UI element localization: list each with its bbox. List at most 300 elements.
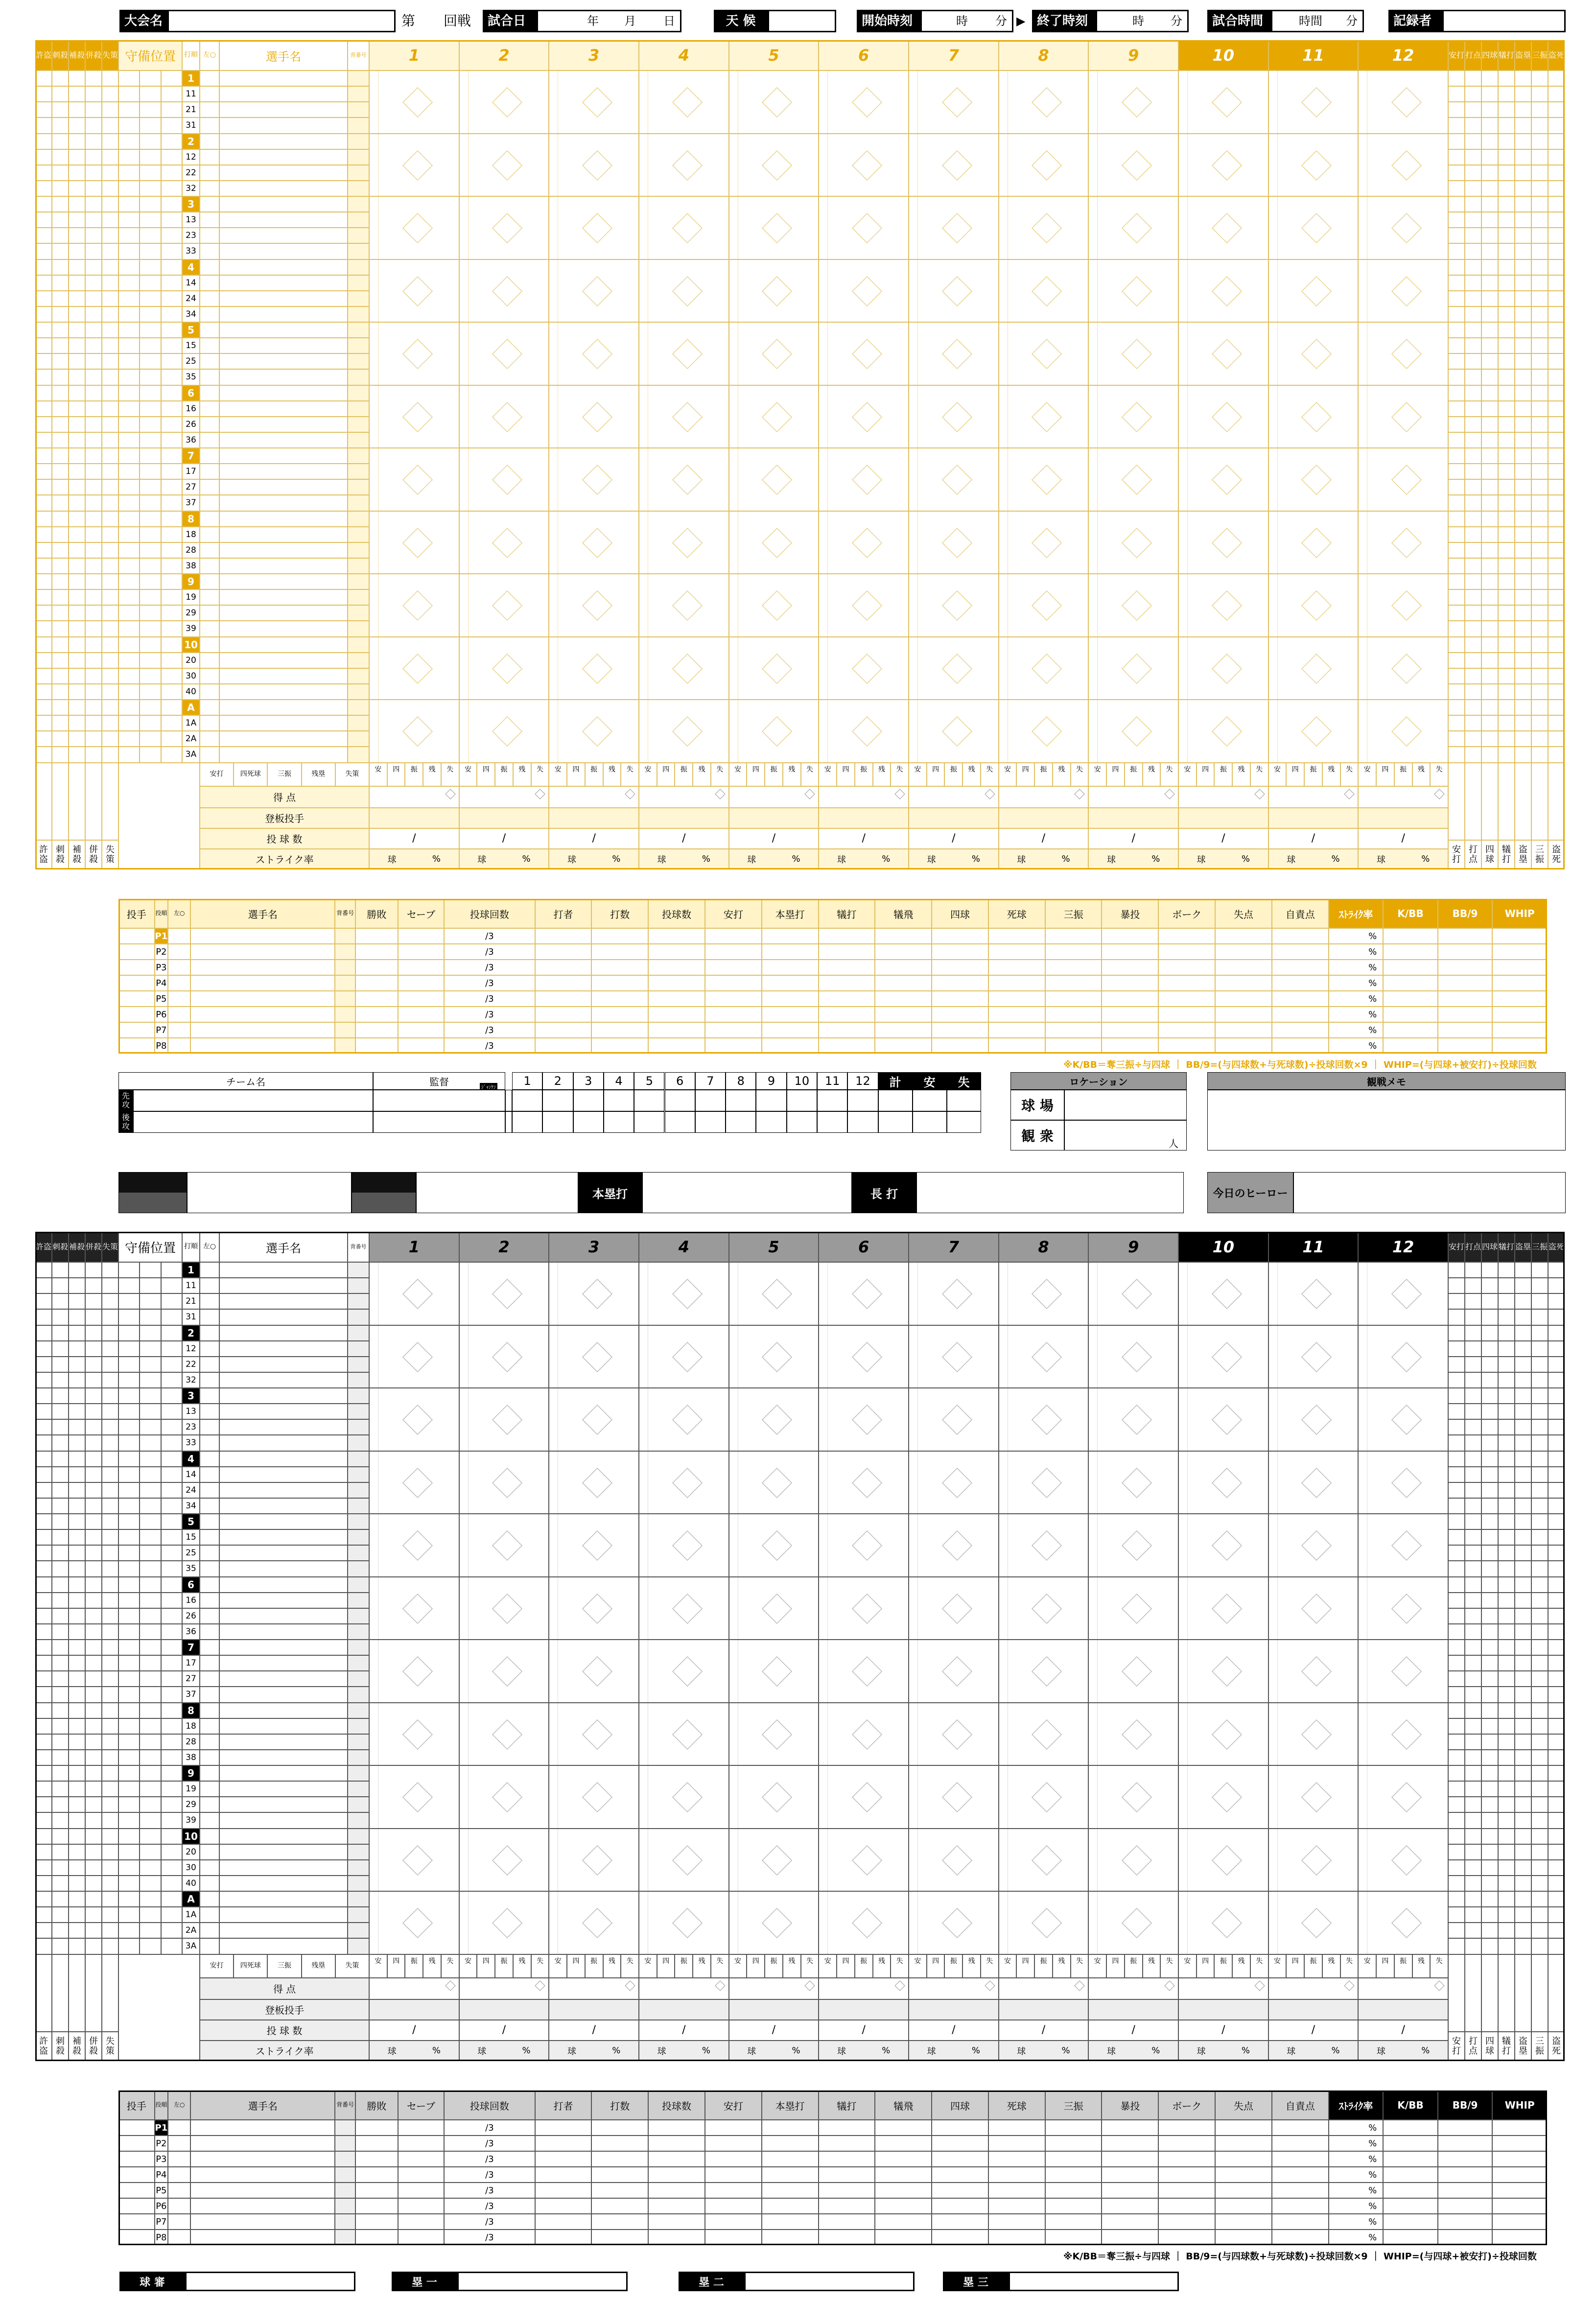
lr-cell[interactable] (200, 165, 219, 181)
inning-summary-cell[interactable]: 残 (1143, 763, 1161, 786)
batting-stat-cell[interactable] (1515, 165, 1531, 181)
fielding-stat-cell[interactable] (52, 589, 69, 605)
fielding-stat-cell[interactable] (85, 1404, 102, 1419)
batting-stat-cell[interactable] (1465, 385, 1481, 401)
batting-stat-cell[interactable] (1531, 1593, 1548, 1608)
batting-stat-cell[interactable] (1481, 385, 1498, 401)
pitching-cell[interactable] (355, 944, 398, 960)
inning-summary-cell[interactable]: 失 (1250, 1954, 1268, 1978)
batting-stat-cell[interactable] (1531, 1765, 1548, 1781)
batting-stat-cell[interactable] (1515, 291, 1531, 306)
batting-stat-cell[interactable] (1548, 1545, 1565, 1561)
fielding-stat-cell[interactable] (102, 369, 118, 385)
fielding-stat-cell[interactable] (102, 1876, 118, 1891)
position-cell[interactable] (118, 165, 140, 181)
batting-stat-cell[interactable] (1448, 291, 1465, 306)
pitching-cell[interactable] (1158, 944, 1215, 960)
batting-stat-cell[interactable] (1531, 306, 1548, 322)
batting-stat-cell[interactable] (1548, 1514, 1565, 1529)
pitching-cell[interactable] (1492, 991, 1547, 1007)
batting-stat-cell[interactable] (1448, 715, 1465, 731)
at-bat-box[interactable] (729, 385, 819, 448)
fielding-stat-cell[interactable] (69, 102, 85, 117)
batting-stat-cell[interactable] (1515, 1561, 1531, 1576)
position-cell[interactable] (161, 464, 182, 479)
player-number-field[interactable] (348, 385, 369, 401)
batting-stat-cell[interactable] (1448, 243, 1465, 259)
inning-runs-field[interactable] (639, 1978, 729, 1999)
player-number-field[interactable] (348, 1577, 369, 1593)
batting-stat-cell[interactable] (1515, 1765, 1531, 1781)
pitch-count-strip[interactable] (1089, 1829, 1098, 1891)
position-cell[interactable] (140, 70, 161, 86)
batting-stat-cell[interactable] (1481, 1608, 1498, 1624)
at-bat-box[interactable] (819, 322, 909, 385)
position-cell[interactable] (161, 149, 182, 165)
at-bat-box[interactable] (1178, 1765, 1268, 1829)
position-cell[interactable] (161, 637, 182, 653)
batting-stat-cell[interactable] (1498, 1844, 1515, 1860)
position-cell[interactable] (161, 1357, 182, 1372)
at-bat-box[interactable] (639, 574, 729, 637)
batting-total-cell[interactable] (1515, 763, 1531, 840)
position-cell[interactable] (140, 1750, 161, 1765)
batting-stat-cell[interactable] (1531, 1482, 1548, 1498)
pitching-cell[interactable] (1102, 944, 1158, 960)
at-bat-box[interactable] (459, 259, 549, 323)
pitching-cell[interactable] (1045, 1038, 1102, 1054)
linescore-cell[interactable] (573, 1090, 604, 1111)
batting-stat-cell[interactable] (1481, 1561, 1498, 1576)
lr-cell[interactable] (200, 1451, 219, 1467)
fielding-stat-cell[interactable] (52, 542, 69, 558)
pitching-cell[interactable] (1045, 2151, 1102, 2167)
at-bat-box[interactable] (1268, 1388, 1359, 1451)
batting-stat-cell[interactable] (1481, 1404, 1498, 1419)
at-bat-box[interactable] (729, 1703, 819, 1766)
inning-summary-cell[interactable]: 失 (801, 1954, 819, 1978)
pitching-cell[interactable] (535, 944, 592, 960)
pitching-cell[interactable] (355, 975, 398, 991)
batting-stat-cell[interactable] (1448, 1561, 1465, 1576)
batting-stat-cell[interactable] (1531, 1372, 1548, 1388)
inning-runs-field[interactable] (1358, 1978, 1448, 1999)
pitch-count-strip[interactable] (1269, 1829, 1278, 1891)
lr-cell[interactable] (200, 700, 219, 715)
position-cell[interactable] (118, 1797, 140, 1812)
player-name-field[interactable] (219, 1341, 348, 1357)
at-bat-box[interactable] (639, 134, 729, 197)
fielding-stat-cell[interactable] (85, 1593, 102, 1608)
fielding-stat-cell[interactable] (85, 1561, 102, 1576)
pitching-cell[interactable] (118, 2214, 155, 2230)
fielding-stat-cell[interactable] (85, 1923, 102, 1938)
batting-stat-cell[interactable] (1465, 306, 1481, 322)
player-name-field[interactable] (219, 1561, 348, 1576)
at-bat-box[interactable] (1268, 70, 1359, 134)
fielding-stat-cell[interactable] (69, 527, 85, 542)
at-bat-box[interactable] (1178, 1891, 1268, 1954)
fielding-stat-cell[interactable] (85, 1545, 102, 1561)
inning-runs-field[interactable] (909, 786, 999, 808)
batting-stat-cell[interactable] (1448, 1388, 1465, 1404)
fielding-stat-cell[interactable] (85, 1357, 102, 1372)
batting-stat-cell[interactable] (1548, 574, 1565, 589)
player-number-field[interactable] (348, 1325, 369, 1341)
player-number-field[interactable] (348, 668, 369, 684)
fielding-stat-cell[interactable] (52, 684, 69, 700)
batting-stat-cell[interactable] (1531, 1624, 1548, 1640)
pitching-cell[interactable] (355, 1007, 398, 1022)
fielding-stat-cell[interactable] (102, 1435, 118, 1451)
pitch-count-strip[interactable] (460, 1263, 469, 1325)
position-cell[interactable] (161, 1655, 182, 1671)
pitching-cell[interactable] (1045, 944, 1102, 960)
inning-summary-cell[interactable]: 四 (477, 1954, 495, 1978)
batting-stat-cell[interactable] (1448, 401, 1465, 417)
batting-stat-cell[interactable] (1448, 1938, 1465, 1954)
batting-total-cell[interactable] (1531, 1954, 1548, 2032)
fielding-stat-cell[interactable] (102, 1907, 118, 1923)
fielding-stat-cell[interactable] (85, 747, 102, 762)
pitching-cell[interactable] (398, 2230, 445, 2245)
pitching-cell[interactable] (1045, 2198, 1102, 2214)
batting-stat-cell[interactable] (1481, 1435, 1498, 1451)
pitching-cell[interactable] (819, 975, 875, 991)
batting-stat-cell[interactable] (1448, 1703, 1465, 1718)
batting-stat-cell[interactable] (1548, 1262, 1565, 1278)
batting-stat-cell[interactable] (1481, 511, 1498, 527)
batting-stat-cell[interactable] (1465, 700, 1481, 715)
batting-stat-cell[interactable] (1548, 1781, 1565, 1797)
batting-stat-cell[interactable] (1548, 1750, 1565, 1765)
fielding-stat-cell[interactable] (69, 1325, 85, 1341)
pitching-cell[interactable] (988, 2120, 1045, 2136)
player-name-field[interactable] (219, 1593, 348, 1608)
inning-summary-cell[interactable]: 安 (1178, 763, 1197, 786)
batting-stat-cell[interactable] (1498, 401, 1515, 417)
position-cell[interactable] (118, 1514, 140, 1529)
batting-stat-cell[interactable] (1515, 1876, 1531, 1891)
fielding-stat-cell[interactable] (102, 527, 118, 542)
player-number-field[interactable] (348, 1671, 369, 1687)
inning-summary-cell[interactable]: 失 (981, 763, 999, 786)
pitching-cell[interactable] (1438, 2151, 1493, 2167)
at-bat-box[interactable] (459, 1325, 549, 1388)
fielding-stat-cell[interactable] (35, 369, 52, 385)
batting-stat-cell[interactable] (1465, 196, 1481, 212)
fielding-stat-cell[interactable] (35, 1388, 52, 1404)
pitching-cell[interactable] (168, 2183, 190, 2198)
fielding-stat-cell[interactable] (85, 1577, 102, 1593)
batting-stat-cell[interactable] (1515, 1734, 1531, 1750)
inning-summary-cell[interactable]: 失 (1340, 763, 1359, 786)
pitching-cell[interactable] (190, 2120, 335, 2136)
inning-summary-cell[interactable]: 振 (1034, 1954, 1053, 1978)
batting-stat-cell[interactable] (1515, 353, 1531, 369)
batting-stat-cell[interactable] (1531, 165, 1548, 181)
pitch-count-strip[interactable] (1359, 1703, 1367, 1765)
position-cell[interactable] (140, 1404, 161, 1419)
player-name-field[interactable] (219, 1372, 348, 1388)
fielding-stat-cell[interactable] (69, 1278, 85, 1293)
pitching-cell[interactable] (355, 1022, 398, 1038)
batting-stat-cell[interactable] (1531, 653, 1548, 668)
inning-runs-field[interactable] (369, 786, 459, 808)
position-cell[interactable] (161, 1561, 182, 1576)
batting-stat-cell[interactable] (1548, 134, 1565, 149)
pitch-count-strip[interactable] (999, 512, 1008, 574)
pitch-count-strip[interactable] (1089, 71, 1098, 133)
player-number-field[interactable] (348, 1482, 369, 1498)
pitch-count-strip[interactable] (549, 1703, 558, 1765)
inning-summary-cell[interactable]: 失 (711, 763, 729, 786)
batting-stat-cell[interactable] (1465, 1781, 1481, 1797)
position-cell[interactable] (140, 1372, 161, 1388)
inning-pitcher-field[interactable] (999, 1999, 1089, 2020)
player-number-field[interactable] (348, 117, 369, 133)
pitching-cell[interactable] (819, 2151, 875, 2167)
position-cell[interactable] (161, 1482, 182, 1498)
pitching-cell[interactable] (1045, 2183, 1102, 2198)
player-name-field[interactable] (219, 637, 348, 653)
fielding-stat-cell[interactable] (85, 1514, 102, 1529)
pitch-count-strip[interactable] (1179, 1514, 1188, 1576)
fielding-stat-cell[interactable] (102, 1923, 118, 1938)
at-bat-box[interactable] (1268, 1514, 1359, 1577)
pitching-cell[interactable] (1102, 2230, 1158, 2245)
recorder-field[interactable] (1442, 10, 1566, 32)
batting-stat-cell[interactable] (1481, 1860, 1498, 1876)
pitching-cell[interactable] (398, 1022, 445, 1038)
pitch-count-strip[interactable] (1269, 1766, 1278, 1828)
player-number-field[interactable] (348, 70, 369, 86)
batting-stat-cell[interactable] (1498, 1907, 1515, 1923)
at-bat-box[interactable] (729, 1262, 819, 1325)
inning-pitch-count-field[interactable]: / (1268, 828, 1359, 849)
inning-strike-rate-field[interactable] (369, 2041, 459, 2061)
player-name-field[interactable] (219, 1765, 348, 1781)
fielding-stat-cell[interactable] (52, 1907, 69, 1923)
player-name-field[interactable] (219, 149, 348, 165)
at-bat-box[interactable] (999, 1765, 1089, 1829)
pitching-cell[interactable] (1492, 2167, 1547, 2183)
pitch-count-strip[interactable] (460, 512, 469, 574)
fielding-stat-cell[interactable] (69, 637, 85, 653)
pitching-cell[interactable] (535, 975, 592, 991)
batting-stat-cell[interactable] (1548, 401, 1565, 417)
pitch-count-strip[interactable] (819, 323, 828, 385)
fielding-stat-cell[interactable] (52, 731, 69, 747)
pitching-cell[interactable] (190, 2198, 335, 2214)
inning-runs-field[interactable] (1178, 1978, 1268, 1999)
inning-summary-cell[interactable]: 振 (1125, 763, 1143, 786)
fielding-stat-cell[interactable] (102, 1262, 118, 1278)
at-bat-box[interactable] (819, 259, 909, 323)
batting-stat-cell[interactable] (1548, 1278, 1565, 1293)
pitch-count-strip[interactable] (370, 134, 378, 196)
player-number-field[interactable] (348, 1718, 369, 1734)
batting-stat-cell[interactable] (1481, 1812, 1498, 1828)
pitching-cell[interactable] (648, 960, 705, 975)
pitch-count-strip[interactable] (549, 1388, 558, 1451)
linescore-cell[interactable] (573, 1111, 604, 1133)
fielding-stat-cell[interactable] (52, 1341, 69, 1357)
batting-stat-cell[interactable] (1448, 1923, 1465, 1938)
batting-stat-cell[interactable] (1448, 196, 1465, 212)
fielding-stat-cell[interactable] (85, 1860, 102, 1876)
pitch-count-strip[interactable] (1089, 700, 1098, 762)
batting-stat-cell[interactable] (1481, 134, 1498, 149)
at-bat-box[interactable] (549, 574, 639, 637)
pitching-cell[interactable] (988, 2136, 1045, 2151)
lr-cell[interactable] (200, 1529, 219, 1545)
position-cell[interactable] (161, 353, 182, 369)
linescore-cell[interactable] (847, 1090, 878, 1111)
batting-stat-cell[interactable] (1548, 1655, 1565, 1671)
fielding-stat-cell[interactable] (52, 1278, 69, 1293)
position-cell[interactable] (118, 1907, 140, 1923)
at-bat-box[interactable] (369, 637, 459, 700)
at-bat-box[interactable] (999, 1514, 1089, 1577)
pitching-cell[interactable] (118, 991, 155, 1007)
position-cell[interactable] (161, 1545, 182, 1561)
pitching-cell[interactable] (819, 2183, 875, 2198)
fielding-stat-cell[interactable] (102, 196, 118, 212)
lr-cell[interactable] (200, 401, 219, 417)
batting-stat-cell[interactable] (1531, 1781, 1548, 1797)
fielding-stat-cell[interactable] (69, 574, 85, 589)
pitching-cell[interactable] (1215, 2120, 1272, 2136)
batting-stat-cell[interactable] (1481, 1278, 1498, 1293)
pitch-count-strip[interactable] (1359, 1263, 1367, 1325)
batting-stat-cell[interactable] (1531, 417, 1548, 432)
batting-stat-cell[interactable] (1548, 1844, 1565, 1860)
at-bat-box[interactable] (639, 1891, 729, 1954)
fielding-stat-cell[interactable] (35, 668, 52, 684)
pitching-cell[interactable]: /3 (444, 1022, 535, 1038)
lr-cell[interactable] (200, 1498, 219, 1514)
pitch-count-strip[interactable] (1269, 1452, 1278, 1514)
batting-stat-cell[interactable] (1465, 1498, 1481, 1514)
at-bat-box[interactable] (729, 700, 819, 763)
pitching-cell[interactable] (1438, 2167, 1493, 2183)
fielding-stat-cell[interactable] (102, 1293, 118, 1309)
at-bat-box[interactable] (819, 1891, 909, 1954)
pitching-cell[interactable] (988, 2183, 1045, 2198)
pitching-cell[interactable] (1272, 1007, 1329, 1022)
batting-stat-cell[interactable] (1548, 338, 1565, 353)
pitch-count-strip[interactable] (1179, 134, 1188, 196)
batting-stat-cell[interactable] (1548, 448, 1565, 464)
fielding-stat-cell[interactable] (69, 1451, 85, 1467)
pitching-cell[interactable] (335, 2183, 355, 2198)
pitch-count-strip[interactable] (819, 197, 828, 259)
pitching-cell[interactable] (535, 2198, 592, 2214)
player-name-field[interactable] (219, 1687, 348, 1702)
player-name-field[interactable] (219, 417, 348, 432)
pitching-cell[interactable] (591, 944, 648, 960)
lr-cell[interactable] (200, 1404, 219, 1419)
pitching-cell[interactable] (168, 975, 190, 991)
batting-stat-cell[interactable] (1531, 1718, 1548, 1734)
fielding-stat-cell[interactable] (35, 165, 52, 181)
fielding-stat-cell[interactable] (69, 196, 85, 212)
batting-stat-cell[interactable] (1481, 1876, 1498, 1891)
position-cell[interactable] (140, 1671, 161, 1687)
at-bat-box[interactable] (369, 700, 459, 763)
at-bat-box[interactable] (999, 1577, 1089, 1640)
pitching-cell[interactable]: /3 (444, 1007, 535, 1022)
player-number-field[interactable] (348, 1545, 369, 1561)
pitching-cell[interactable] (1438, 2120, 1493, 2136)
pitch-count-strip[interactable] (729, 71, 738, 133)
batting-stat-cell[interactable] (1448, 1404, 1465, 1419)
lr-cell[interactable] (200, 1923, 219, 1938)
pitch-count-strip[interactable] (1269, 1326, 1278, 1388)
batting-stat-cell[interactable] (1515, 369, 1531, 385)
pitching-cell[interactable]: % (1329, 2198, 1384, 2214)
position-cell[interactable] (118, 1278, 140, 1293)
fielding-stat-cell[interactable] (35, 1734, 52, 1750)
batting-stat-cell[interactable] (1515, 653, 1531, 668)
batting-stat-cell[interactable] (1481, 369, 1498, 385)
fielding-stat-cell[interactable] (35, 605, 52, 621)
pitching-cell[interactable] (932, 960, 988, 975)
pitch-count-strip[interactable] (729, 1263, 738, 1325)
inning-summary-cell[interactable]: 四 (657, 1954, 675, 1978)
at-bat-box[interactable] (999, 1891, 1089, 1954)
position-cell[interactable] (140, 291, 161, 306)
pitch-count-strip[interactable] (460, 323, 469, 385)
fielding-stat-cell[interactable] (85, 102, 102, 117)
at-bat-box[interactable] (1088, 1703, 1178, 1766)
inning-summary-cell[interactable]: 振 (405, 763, 423, 786)
batting-stat-cell[interactable] (1465, 1718, 1481, 1734)
lr-cell[interactable] (200, 684, 219, 700)
pitching-cell[interactable] (1102, 2120, 1158, 2136)
batting-stat-cell[interactable] (1531, 558, 1548, 574)
player-name-field[interactable] (219, 558, 348, 574)
batting-stat-cell[interactable] (1481, 1325, 1498, 1341)
batting-stat-cell[interactable] (1481, 228, 1498, 243)
pitching-cell[interactable] (819, 1022, 875, 1038)
pitching-cell[interactable] (1383, 2120, 1438, 2136)
batting-stat-cell[interactable] (1498, 1278, 1515, 1293)
fielding-stat-cell[interactable] (35, 1907, 52, 1923)
pitching-cell[interactable] (1215, 944, 1272, 960)
fielding-stat-cell[interactable] (69, 1624, 85, 1640)
player-name-field[interactable] (219, 165, 348, 181)
fielding-stat-cell[interactable] (102, 259, 118, 275)
fielding-stat-cell[interactable] (52, 1671, 69, 1687)
fielding-stat-cell[interactable] (35, 1404, 52, 1419)
inning-pitch-count-field[interactable]: / (1088, 2020, 1178, 2041)
fielding-stat-cell[interactable] (85, 1671, 102, 1687)
player-name-field[interactable] (219, 605, 348, 621)
inning-summary-cell[interactable]: 安 (639, 1954, 657, 1978)
batting-stat-cell[interactable] (1531, 1876, 1548, 1891)
pitching-cell[interactable] (398, 2198, 445, 2214)
pitching-cell[interactable] (1045, 975, 1102, 991)
pitch-count-strip[interactable] (729, 1766, 738, 1828)
fielding-total-cell[interactable] (102, 763, 118, 840)
position-cell[interactable] (118, 1593, 140, 1608)
fielding-stat-cell[interactable] (35, 1750, 52, 1765)
lr-cell[interactable] (200, 1262, 219, 1278)
position-cell[interactable] (118, 1765, 140, 1781)
lr-cell[interactable] (200, 1655, 219, 1671)
